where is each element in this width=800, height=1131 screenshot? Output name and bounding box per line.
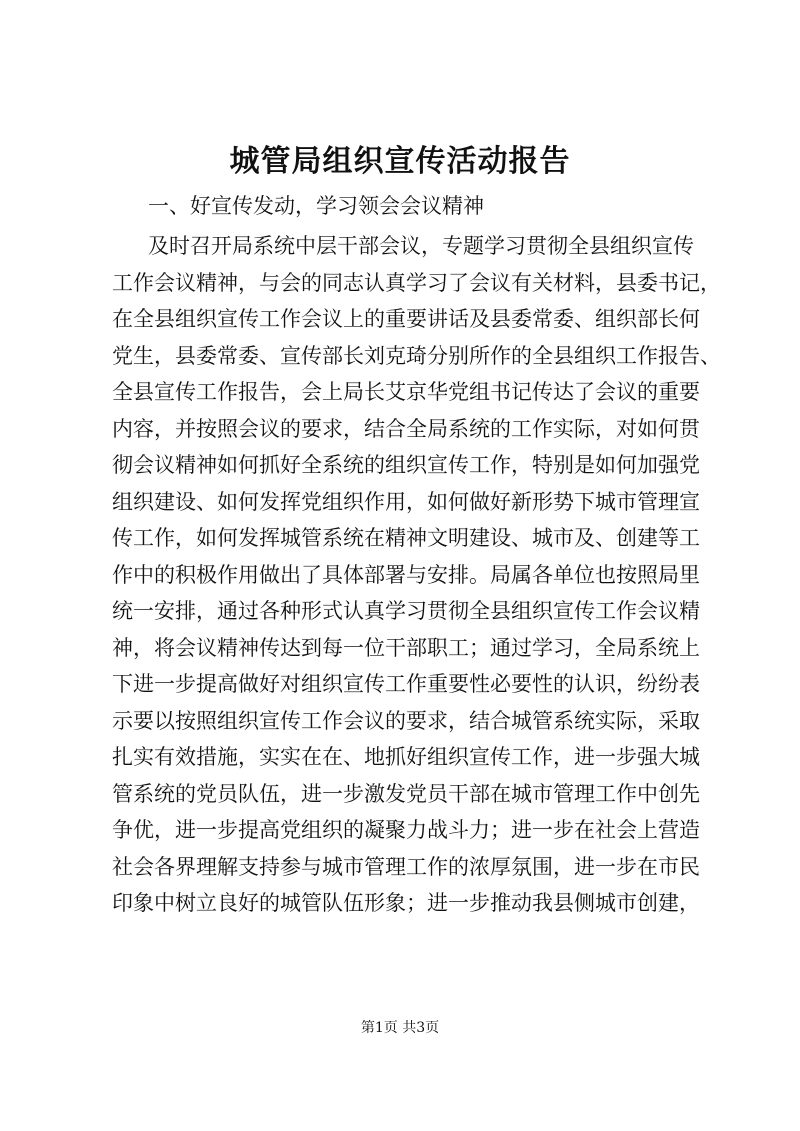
paragraph-line: 传工作，如何发挥城管系统在精神文明建设、城市及、创建等工 xyxy=(112,526,700,550)
paragraph-line: 党生，县委常委、宣传部长刘克琦分别所作的全县组织工作报告、 xyxy=(112,343,721,368)
paragraph-line: 彻会议精神如何抓好全系统的组织宣传工作，特别是如何加强党 xyxy=(112,453,700,477)
paragraph-line: 下进一步提高做好对组织宣传工作重要性必要性的认识，纷纷表 xyxy=(112,672,700,696)
paragraph-line: 争优，进一步提高党组织的凝聚力战斗力；进一步在社会上营造 xyxy=(112,818,700,842)
paragraph-line: 神，将会议精神传达到每一位干部职工；通过学习，全局系统上 xyxy=(112,635,700,660)
paragraph-line: 全县宣传工作报告，会上局长艾京华党组书记传达了会议的重要 xyxy=(112,380,700,404)
paragraph-line: 统一安排，通过各种形式认真学习贯彻全县组织宣传工作会议精 xyxy=(112,599,700,623)
section-heading: 一、好宣传发动，学习领会会议精神 xyxy=(148,194,484,218)
body-paragraph xyxy=(112,228,721,922)
paragraph-line: 及时召开局系统中层干部会议，专题学习贯彻全县组织宣传 xyxy=(148,234,694,258)
paragraph-line: 作中的积极作用做出了具体部署与安排。局属各单位也按照局里 xyxy=(112,562,700,587)
paragraph-line: 社会各界理解支持参与城市管理工作的浓厚氛围，进一步在市民 xyxy=(112,854,700,879)
page-footer: 第1页 共3页 xyxy=(360,1020,440,1036)
paragraph-line: 示要以按照组织宣传工作会议的要求，结合城管系统实际，采取 xyxy=(112,708,700,733)
paragraph-line: 组织建设、如何发挥党组织作用，如何做好新形势下城市管理宣 xyxy=(112,489,700,514)
paragraph-line: 印象中树立良好的城管队伍形象；进一步推动我县侧城市创建， xyxy=(112,891,700,915)
paragraph-line: 管系统的党员队伍，进一步激发党员干部在城市管理工作中创先 xyxy=(112,781,700,806)
paragraph-line: 扎实有效措施，实实在在、地抓好组织宣传工作，进一步强大城 xyxy=(112,745,700,769)
paragraph-line: 内容，并按照会议的要求，结合全局系统的工作实际，对如何贯 xyxy=(112,416,700,441)
paragraph-line: 工作会议精神，与会的同志认真学习了会议有关材料，县委书记， xyxy=(112,270,721,295)
document-title: 城管局组织宣传活动报告 xyxy=(229,144,571,179)
paragraph-line: 在全县组织宣传工作会议上的重要讲话及县委常委、组织部长何 xyxy=(112,307,700,331)
